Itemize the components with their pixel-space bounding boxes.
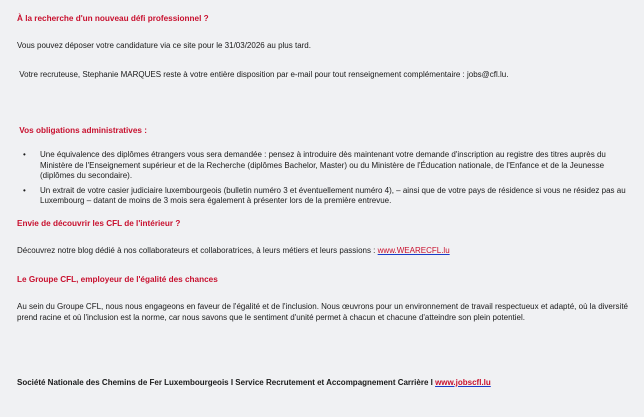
footer (17, 378, 491, 387)
bullet-icon: • (23, 150, 26, 159)
deadline-text: Vous pouvez déposer votre candidature via ce site pour le 31/03/2026 au plus tard. (17, 41, 311, 50)
jobscfl-link[interactable]: www.jobscfl.lu (435, 378, 491, 387)
obligations-list (23, 150, 635, 211)
bullet-icon: • (23, 185, 26, 195)
intro-heading: À la recherche d'un nouveau défi professionnel ? (17, 14, 209, 23)
equality-heading: Le Groupe CFL, employeur de l'égalité des chances (17, 275, 218, 284)
obligation-text: Un extrait de votre casier judiciaire luxembourgeois (bulletin numéro 3 et éventuellement numéro 4), – ainsi que de votre pays de résidence si vous ne résidez pas au Luxembourg – datant de moins de 3 mois sera également à présenter lors de la première entrevue. (40, 185, 626, 205)
footer-text: Société Nationale des Chemins de Fer Luxembourgeois I Service Recrutement et Accompagnement Carrière I (17, 378, 436, 387)
list-item (23, 186, 635, 207)
list-item (23, 150, 635, 182)
blog-text: Découvrez notre blog dédié à nos collaborateurs et collaboratrices, à leurs métiers et leurs passions : (17, 246, 378, 255)
wearecfl-link[interactable]: www.WEARECFL.lu (377, 246, 450, 255)
recruiter-contact-text: Votre recruteuse, Stephanie MARQUES reste à votre entière disposition par e-mail pour tout renseignement complémentaire : jobs@cfl.lu. (17, 70, 509, 79)
obligation-text: Une équivalence des diplômes étrangers vous sera demandée : pensez à introduire dès maintenant votre demande d'inscription au registre des titres auprès du Ministère de l'Enseignement supérieur et de la Recherche (diplômes Bachelor, Master) ou du Ministère de l'Éducation nationale, de l'Enfance et de la Jeunesse (diplômes du secondaire). (40, 150, 606, 180)
equality-text: Au sein du Groupe CFL, nous nous engageons en faveur de l'égalité et de l'inclusion. Nous œuvrons pour un environnement de travail respectueux et adapté, où la diversité prend racine et où l'inclusion est la norme, car nous savons que le sentiment d'unité permet à chacun et chacune d'atteindre son plein potentiel. (17, 302, 628, 322)
blog-heading: Envie de découvrir les CFL de l'intérieur ? (17, 219, 181, 228)
obligations-heading: Vos obligations administratives : (17, 126, 147, 135)
blog-text-line (17, 246, 450, 257)
